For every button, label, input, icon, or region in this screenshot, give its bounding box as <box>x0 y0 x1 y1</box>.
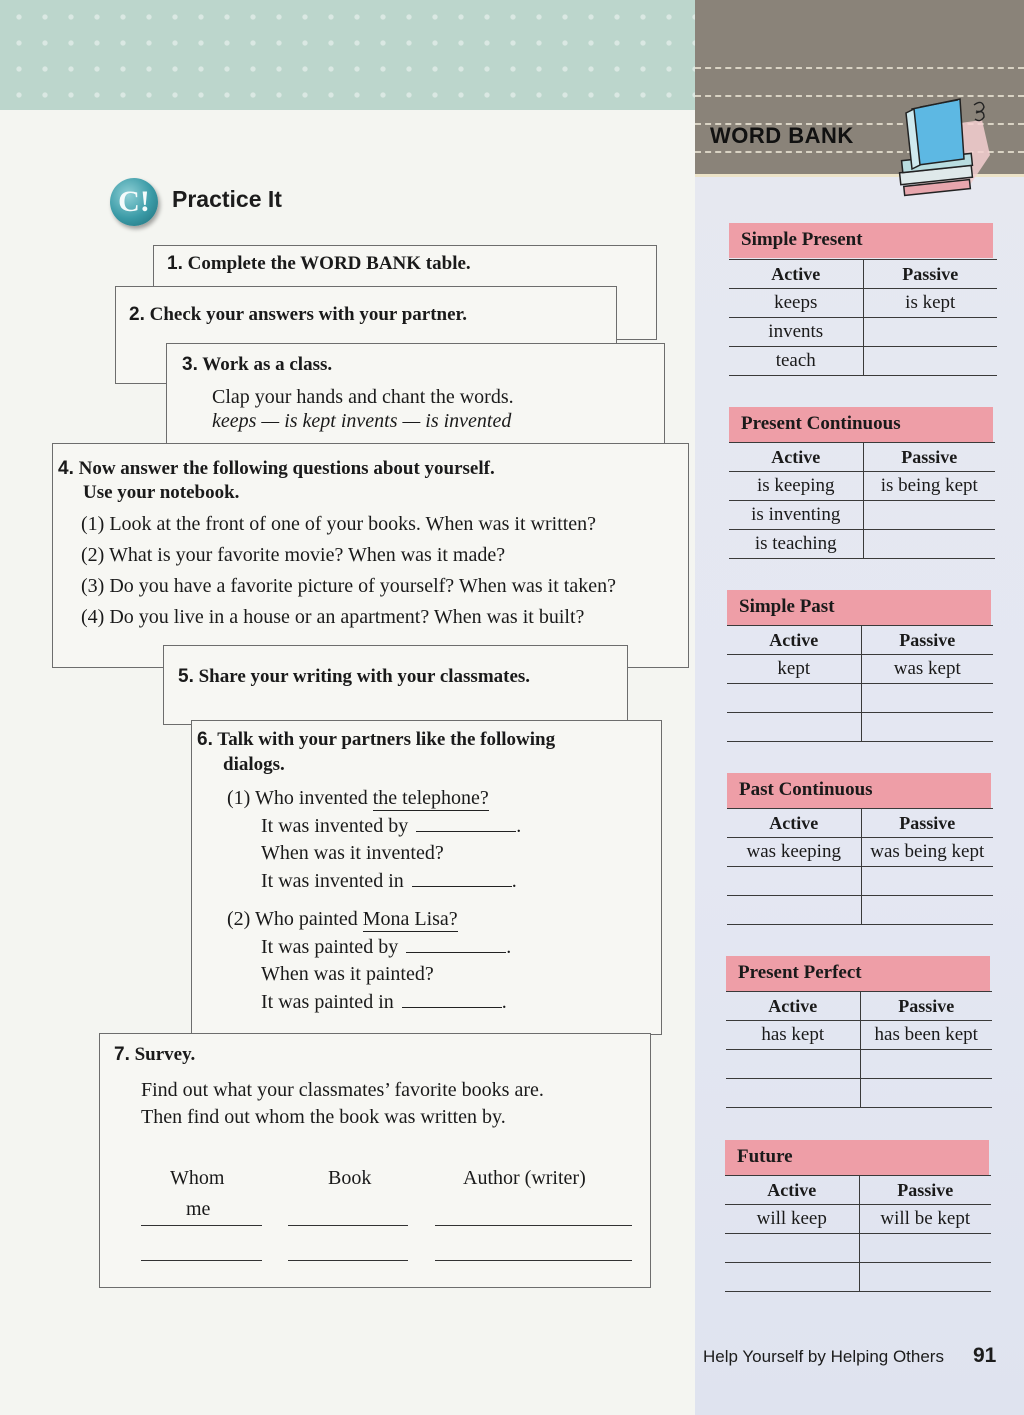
tense-heading: Past Continuous <box>727 773 991 808</box>
question-item: (2) What is your favorite movie? When was it made? <box>81 544 506 566</box>
answer-blank[interactable] <box>406 939 506 953</box>
task-4-box <box>52 443 689 668</box>
tense-heading: Present Continuous <box>729 407 993 442</box>
survey-blank[interactable] <box>435 1225 632 1226</box>
task-7-title: Survey. <box>134 1044 196 1065</box>
task-3-instruction: Clap your hands and chant the words. <box>212 386 514 408</box>
tense-heading: Future <box>725 1140 989 1175</box>
passive-cell[interactable] <box>863 501 995 530</box>
passive-cell[interactable] <box>860 1050 992 1079</box>
passive-cell[interactable]: will be kept <box>859 1205 991 1234</box>
dialog-2-line: It was painted in . <box>261 991 507 1013</box>
tense-heading: Simple Past <box>727 590 991 625</box>
column-header-passive: Passive <box>860 992 992 1021</box>
passive-cell[interactable] <box>863 347 997 376</box>
active-cell[interactable] <box>727 713 861 742</box>
underlined-subject: Mona Lisa? <box>362 908 458 930</box>
task-7-instruction: Then find out whom the book was written by. <box>141 1106 506 1128</box>
column-header-active: Active <box>727 809 861 838</box>
task-number: 2. <box>129 304 145 325</box>
task-3-chant-words: keeps — is kept invents — is invented <box>212 410 512 432</box>
dashed-line <box>695 67 1024 69</box>
task-2-text: Check your answers with your partner. <box>149 304 467 325</box>
task-number: 6. <box>197 729 213 750</box>
active-cell[interactable] <box>726 1079 860 1108</box>
dialog-2-question: (2) Who painted Mona Lisa? <box>227 908 458 930</box>
column-header-passive: Passive <box>863 260 997 289</box>
tense-table <box>729 259 997 376</box>
tense-table <box>727 808 993 925</box>
answer-blank[interactable] <box>416 818 516 832</box>
tense-table <box>726 991 992 1108</box>
page-number: 91 <box>973 1344 997 1367</box>
passive-cell[interactable] <box>860 1079 992 1108</box>
dialog-1-question: (1) Who invented the telephone? <box>227 787 489 809</box>
task-3-box <box>166 343 665 448</box>
active-cell[interactable] <box>727 867 861 896</box>
survey-column-author: Author (writer) <box>463 1167 586 1189</box>
task-6-title: Talk with your partners like the following <box>217 729 556 750</box>
active-cell[interactable]: will keep <box>725 1205 859 1234</box>
active-cell[interactable]: is keeping <box>729 472 863 501</box>
column-header-active: Active <box>727 626 861 655</box>
word-bank-title: WORD BANK <box>710 123 854 148</box>
dialog-2-line: When was it painted? <box>261 963 434 985</box>
dialog-2-line: It was painted by . <box>261 936 512 958</box>
active-cell[interactable]: invents <box>729 318 863 347</box>
task-1-text: Complete the WORD BANK table. <box>187 253 471 274</box>
column-header-passive: Passive <box>861 626 993 655</box>
task-5-box <box>163 645 628 725</box>
dialog-1-line: It was invented by . <box>261 815 522 837</box>
active-cell[interactable]: was keeping <box>727 838 861 867</box>
underlined-subject: the telephone? <box>372 787 489 809</box>
column-header-active: Active <box>729 260 863 289</box>
survey-blank[interactable] <box>435 1260 632 1261</box>
answer-blank[interactable] <box>412 873 512 887</box>
passive-cell[interactable] <box>863 318 997 347</box>
survey-column-book: Book <box>328 1167 372 1189</box>
task-number: 4. <box>58 458 74 479</box>
passive-cell[interactable] <box>861 713 993 742</box>
active-cell[interactable]: kept <box>727 655 861 684</box>
task-number: 5. <box>178 666 194 687</box>
dialog-1-line: When was it invented? <box>261 842 444 864</box>
survey-blank[interactable] <box>288 1225 408 1226</box>
column-header-passive: Passive <box>859 1176 991 1205</box>
task-6-title-cont: dialogs. <box>223 754 285 775</box>
task-3-title: Work as a class. <box>202 354 333 375</box>
task-number: 7. <box>114 1044 130 1065</box>
survey-blank[interactable] <box>141 1260 262 1261</box>
task-4-subtitle: Use your notebook. <box>83 482 240 503</box>
active-cell[interactable] <box>725 1234 859 1263</box>
passive-cell[interactable] <box>861 896 993 925</box>
task-number: 3. <box>182 354 198 375</box>
tense-table <box>725 1175 991 1292</box>
book-stack-icon <box>890 95 1000 200</box>
passive-cell[interactable] <box>861 867 993 896</box>
task-6-box <box>191 720 662 1035</box>
tense-table <box>729 442 995 559</box>
question-item: (1) Look at the front of one of your books. When was it written? <box>81 513 597 535</box>
decorative-star-band <box>0 0 695 110</box>
active-cell[interactable]: has kept <box>726 1021 860 1050</box>
question-item: (4) Do you live in a house or an apartment? When was it built? <box>81 606 585 628</box>
survey-column-whom: Whom <box>170 1167 225 1189</box>
tense-table <box>727 625 993 742</box>
survey-blank[interactable] <box>288 1260 408 1261</box>
active-cell[interactable]: is inventing <box>729 501 863 530</box>
passive-cell[interactable] <box>863 530 995 559</box>
footer-unit-title: Help Yourself by Helping Others <box>703 1347 944 1366</box>
passive-cell[interactable]: was kept <box>861 655 993 684</box>
passive-cell[interactable]: is being kept <box>863 472 995 501</box>
task-4-title: Now answer the following questions about yourself. <box>78 458 495 479</box>
passive-cell[interactable] <box>859 1234 991 1263</box>
section-title: Practice It <box>172 186 282 212</box>
survey-entry: me <box>186 1198 211 1220</box>
practice-badge-icon: C! <box>110 178 158 226</box>
active-cell[interactable] <box>726 1050 860 1079</box>
passive-cell[interactable]: is kept <box>863 289 997 318</box>
active-cell[interactable]: keeps <box>729 289 863 318</box>
column-header-passive: Passive <box>863 443 995 472</box>
dialog-1-line: It was invented in . <box>261 870 517 892</box>
passive-cell[interactable] <box>861 684 993 713</box>
task-5-text: Share your writing with your classmates. <box>198 666 531 687</box>
passive-cell[interactable]: was being kept <box>861 838 993 867</box>
answer-blank[interactable] <box>402 994 502 1008</box>
column-header-active: Active <box>729 443 863 472</box>
active-cell[interactable] <box>727 684 861 713</box>
active-cell[interactable]: teach <box>729 347 863 376</box>
active-cell[interactable] <box>725 1263 859 1292</box>
passive-cell[interactable] <box>859 1263 991 1292</box>
column-header-active: Active <box>725 1176 859 1205</box>
column-header-active: Active <box>726 992 860 1021</box>
passive-cell[interactable]: has been kept <box>860 1021 992 1050</box>
active-cell[interactable] <box>727 896 861 925</box>
survey-blank[interactable] <box>141 1225 262 1226</box>
active-cell[interactable]: is teaching <box>729 530 863 559</box>
question-item: (3) Do you have a favorite picture of yourself? When was it taken? <box>81 575 616 597</box>
task-7-box <box>99 1033 651 1288</box>
task-7-instruction: Find out what your classmates’ favorite books are. <box>141 1079 544 1101</box>
task-number: 1. <box>167 253 183 274</box>
column-header-passive: Passive <box>861 809 993 838</box>
tense-heading: Present Perfect <box>726 956 990 991</box>
tense-heading: Simple Present <box>729 223 993 258</box>
